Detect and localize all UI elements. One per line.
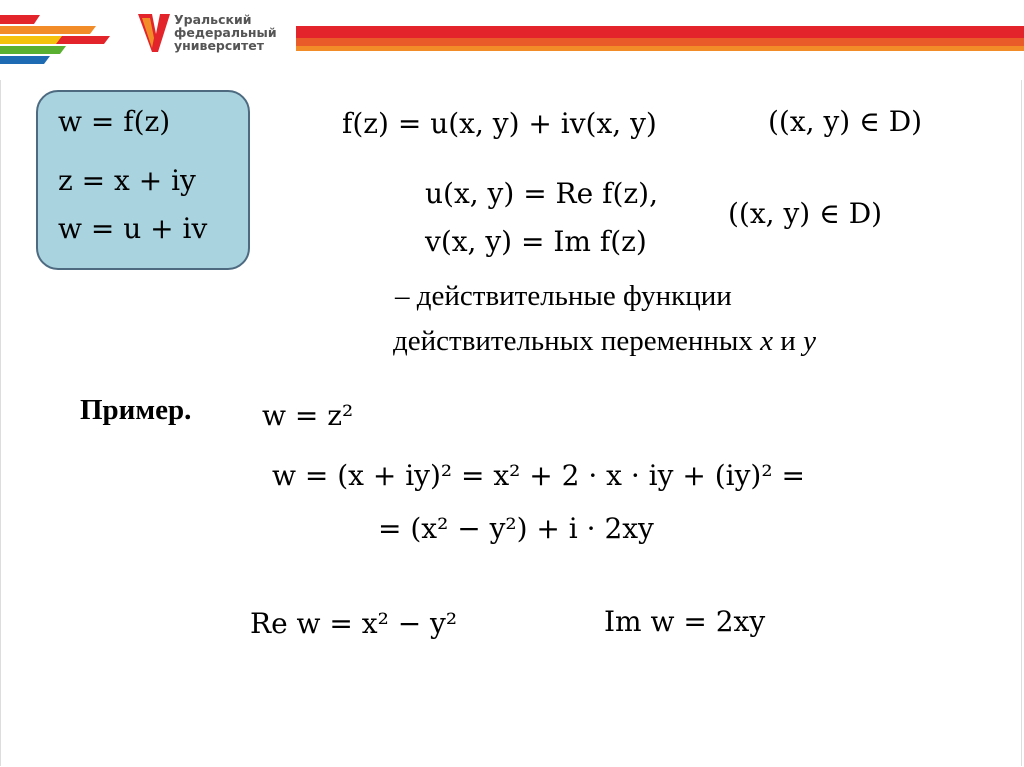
conjunction: и — [780, 325, 796, 357]
urfu-logo-icon — [138, 14, 170, 54]
description-line-2 — [393, 327, 816, 356]
main-formula: f(z) = u(x, y) + iv(x, y) — [342, 107, 657, 140]
v-definition: v(x, y) = Im f(z) — [425, 225, 647, 258]
logo-line-3: университет — [174, 38, 265, 53]
var-y: y — [803, 325, 816, 357]
real-part: Re w = x² − y² — [250, 607, 458, 640]
description-text: действительных переменных — [393, 325, 753, 357]
example-eq-3: = (x² − y²) + i · 2xy — [378, 512, 654, 545]
example-eq-2: w = (x + iy)² = x² + 2 · x · iy + (iy)² = — [272, 459, 805, 492]
logo-line-2: федеральный — [174, 25, 277, 40]
university-name — [174, 13, 277, 52]
domain-condition-2: ((x, y) ∈ D) — [728, 197, 883, 230]
description-line-1: – действительные функции — [395, 280, 732, 312]
imag-part: Im w = 2xy — [604, 605, 766, 638]
example-eq-1: w = z² — [262, 399, 354, 432]
domain-condition: ((x, y) ∈ D) — [768, 105, 923, 138]
var-x: x — [760, 325, 774, 357]
box-formula-2: z = x + iy — [58, 164, 196, 197]
logo-line-1: Уральский — [174, 12, 252, 27]
u-definition: u(x, y) = Re f(z), — [425, 177, 658, 210]
box-formula-3: w = u + iv — [58, 212, 208, 245]
box-formula-1: w = f(z) — [58, 105, 171, 138]
example-label: Пример. — [80, 394, 192, 426]
